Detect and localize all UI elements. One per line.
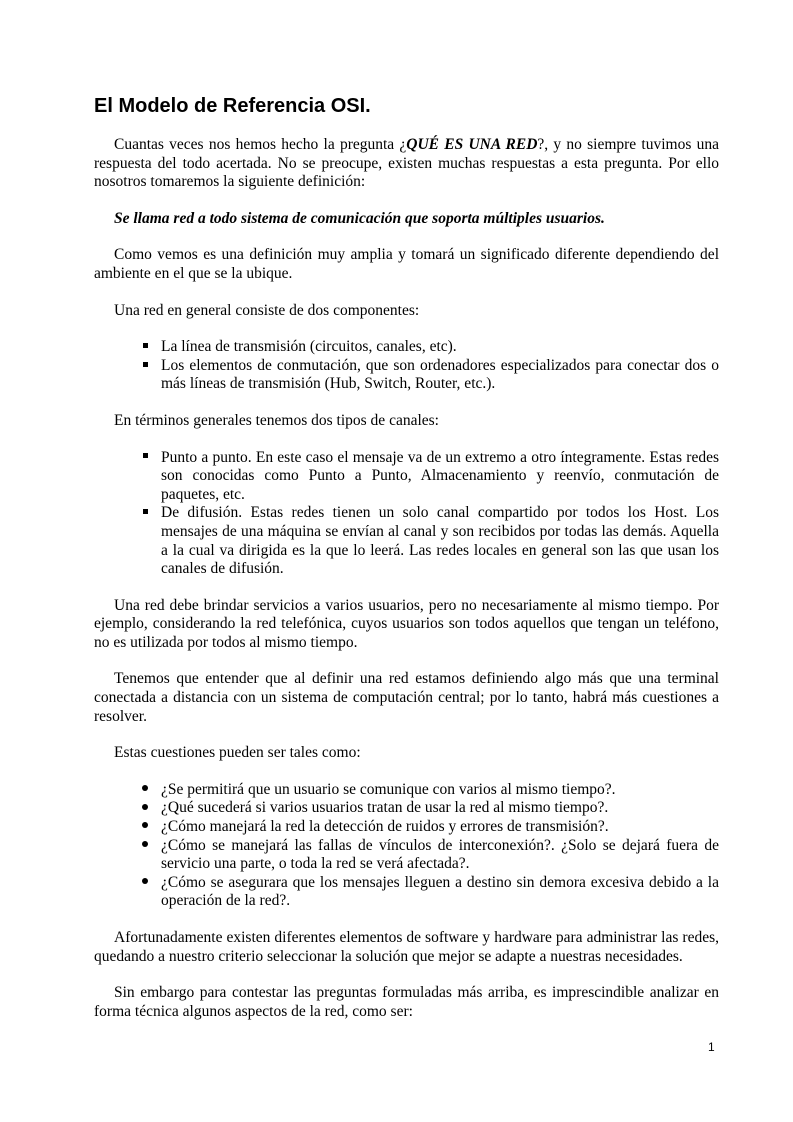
round-bullet-icon: [139, 837, 151, 856]
list-item: ¿Cómo se asegurara que los mensajes lleguen a destino sin demora excesiva debido a la operación de la red?.: [94, 874, 719, 911]
paragraph-definition-scope: Como vemos es una definición muy amplia y tomará un significado diferente dependiendo del ambiente en el que se la ubique.: [94, 246, 719, 282]
paragraph-channels-intro: En términos generales tenemos dos tipos de canales:: [114, 411, 439, 429]
round-bullet-icon: [139, 781, 151, 800]
questions-list: [94, 781, 719, 911]
channels-list: [94, 449, 719, 579]
page-number: 1: [708, 1040, 715, 1054]
round-bullet-icon: [139, 799, 151, 818]
list-item: Los elementos de conmutación, que son ordenadores especializados para conectar dos o más líneas de transmisión (Hub, Switch, Router, etc.).: [94, 357, 719, 394]
list-item: ¿Qué sucederá si varios usuarios tratan de usar la red al mismo tiempo?.: [94, 799, 719, 818]
intro-text-end: ?, y no siempre tuvimos una respuesta del todo acertada. No se preocupe, existen muchas respuestas a esta pregunta. Por ello nosotros tomaremos la siguiente definición:: [94, 136, 719, 191]
document-body: [94, 136, 719, 1039]
list-item: ¿Cómo manejará la red la detección de ruidos y errores de transmisión?.: [94, 818, 719, 837]
list-item: ¿Se permitirá que un usuario se comunique con varios al mismo tiempo?.: [94, 781, 719, 800]
components-list: [94, 338, 719, 394]
paragraph-understanding: Tenemos que entender que al definir una red estamos definiendo algo más que una terminal conectada a distancia con un sistema de computación central; por lo tanto, habrá más cuestiones a resolver.: [94, 670, 719, 725]
paragraph-solutions: Afortunadamente existen diferentes elementos de software y hardware para administrar las redes, quedando a nuestro criterio seleccionar la solución que mejor se adapte a nuestras necesidades.: [94, 929, 719, 965]
paragraph-questions-intro: Estas cuestiones pueden ser tales como:: [114, 744, 361, 762]
network-definition: Se llama red a todo sistema de comunicación que soporta múltiples usuarios.: [114, 209, 605, 227]
paragraph-components-intro: Una red en general consiste de dos componentes:: [114, 301, 420, 319]
round-bullet-icon: [139, 874, 151, 893]
round-bullet-icon: [139, 818, 151, 837]
square-bullet-icon: [139, 449, 151, 468]
list-item: La línea de transmisión (circuitos, canales, etc).: [94, 338, 719, 357]
paragraph-intro: [94, 136, 719, 192]
list-item: De difusión. Estas redes tienen un solo canal compartido por todos los Host. Los mensajes de una máquina se envían al canal y son recibidos por todas las demás. Aquella a la cual va dirigida es la que lo leerá. Las redes locales en general son las que usan los canales de difusión.: [94, 504, 719, 578]
paragraph-technical-analysis: Sin embargo para contestar las preguntas formuladas más arriba, es imprescindible analizar en forma técnica algunos aspectos de la red, como ser:: [94, 984, 719, 1020]
square-bullet-icon: [139, 504, 151, 523]
page-title: El Modelo de Referencia OSI.: [94, 95, 371, 117]
intro-text-start: Cuantas veces nos hemos hecho la pregunta ¿: [114, 136, 407, 153]
list-item: Punto a punto. En este caso el mensaje va de un extremo a otro íntegramente. Estas redes son conocidas como Punto a Punto, Almacenamiento y reenvío, conmutación de paquetes, etc.: [94, 449, 719, 505]
square-bullet-icon: [139, 338, 151, 357]
question-emphasis: QUÉ ES UNA RED: [406, 136, 538, 153]
paragraph-services: Una red debe brindar servicios a varios usuarios, pero no necesariamente al mismo tiempo. Por ejemplo, considerando la red telefónica, cuyos usuarios son todos aquellos que tengan un teléfono, no es utilizada por todos al mismo tiempo.: [94, 596, 719, 651]
square-bullet-icon: [139, 357, 151, 376]
list-item: ¿Cómo se manejará las fallas de vínculos de interconexión?. ¿Solo se dejará fuera de servicio una parte, o toda la red se verá afectada?.: [94, 837, 719, 874]
